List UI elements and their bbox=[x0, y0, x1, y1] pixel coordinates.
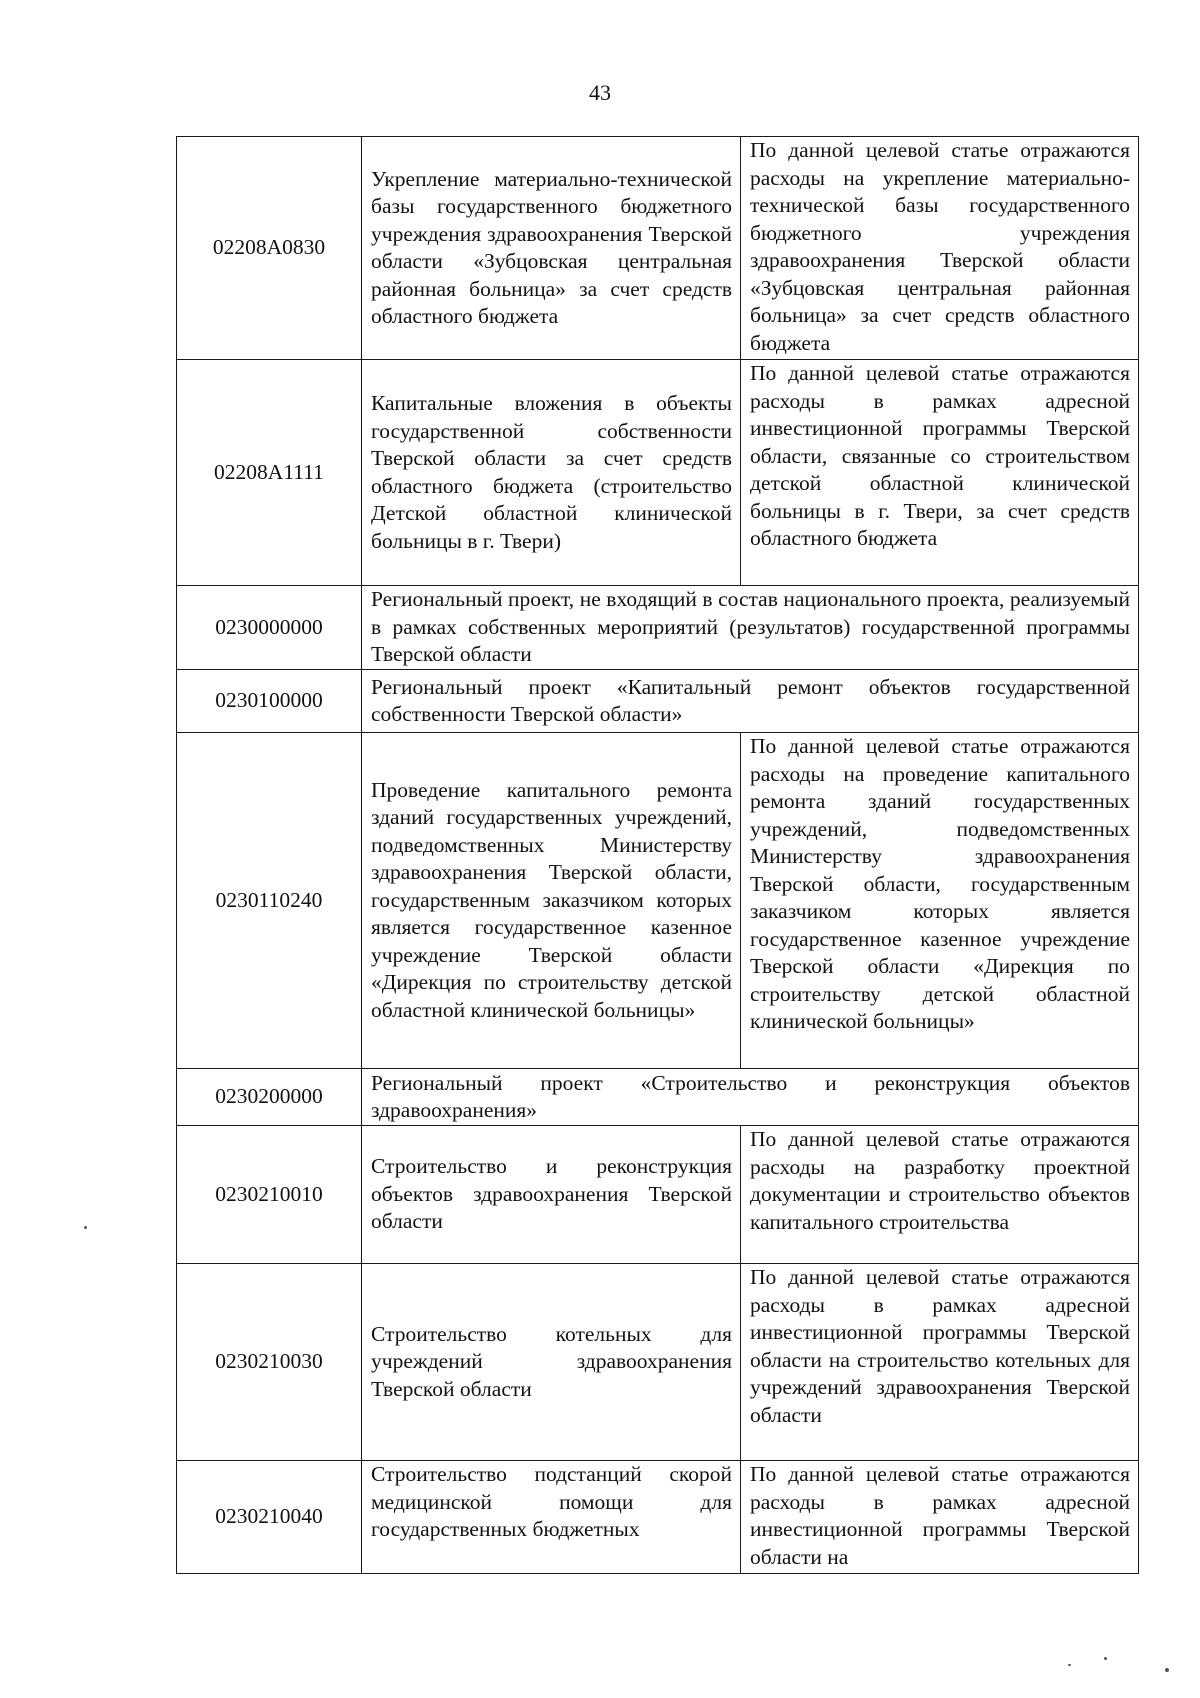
row-name: Строительство котельных для учреждений здравоохранения Тверской области bbox=[362, 1264, 741, 1461]
budget-classification-table bbox=[176, 136, 1139, 1574]
row-code: 0230100000 bbox=[177, 670, 362, 733]
row-description: По данной целевой статье отражаются расходы в рамках адресной инвестиционной программы Тверской области на bbox=[741, 1461, 1139, 1574]
scan-speck bbox=[1068, 1664, 1071, 1666]
row-description: По данной целевой статье отражаются расходы в рамках адресной инвестиционной программы Тверской области, связанные со строительством детской областной клинической больницы в г. Твери, за счет средств областного бюджета bbox=[741, 360, 1139, 586]
row-name: Укрепление материально-технической базы государственного бюджетного учреждения здравоохранения Тверской области «Зубцовская центральная районная больница» за счет средств областного бюджета bbox=[362, 137, 741, 360]
row-code: 02208A0830 bbox=[177, 137, 362, 360]
row-name: Региональный проект, не входящий в состав национального проекта, реализуемый в рамках собственных мероприятий (результатов) государственной программы Тверской области bbox=[362, 586, 1139, 670]
row-description: По данной целевой статье отражаются расходы на разработку проектной документации и строительство объектов капитального строительства bbox=[741, 1126, 1139, 1264]
row-code: 0230200000 bbox=[177, 1069, 362, 1126]
row-name: Строительство подстанций скорой медицинской помощи для государственных бюджетных bbox=[362, 1461, 741, 1574]
page-number: 43 bbox=[589, 80, 611, 105]
row-description: По данной целевой статье отражаются расходы в рамках адресной инвестиционной программы Тверской области на строительство котельных для учреждений здравоохранения Тверской области bbox=[741, 1264, 1139, 1461]
table-row bbox=[177, 1069, 1139, 1126]
row-code: 0230000000 bbox=[177, 586, 362, 670]
row-code: 0230210040 bbox=[177, 1461, 362, 1574]
row-code: 0230110240 bbox=[177, 733, 362, 1069]
table-row bbox=[177, 586, 1139, 670]
scan-speck bbox=[84, 1226, 87, 1229]
table-row bbox=[177, 1264, 1139, 1461]
table-row bbox=[177, 733, 1139, 1069]
table-row bbox=[177, 670, 1139, 733]
scan-speck bbox=[1104, 1657, 1107, 1660]
row-description: По данной целевой статье отражаются расходы на укрепление материально-технической базы государственного бюджетного учреждения здравоохранения Тверской области «Зубцовская центральная районная больница» за счет средств областного бюджета bbox=[741, 137, 1139, 360]
table-row bbox=[177, 1461, 1139, 1574]
scan-speck bbox=[1165, 1668, 1169, 1672]
row-name: Проведение капитального ремонта зданий государственных учреждений, подведомственных Министерству здравоохранения Тверской области, государственным заказчиком которых является государственное казенное учреждение Тверской области «Дирекция по строительству детской областной клинической больницы» bbox=[362, 733, 741, 1069]
row-name: Региональный проект «Строительство и реконструкция объектов здравоохранения» bbox=[362, 1069, 1139, 1126]
row-description: По данной целевой статье отражаются расходы на проведение капитального ремонта зданий государственных учреждений, подведомственных Министерству здравоохранения Тверской области, государственным заказчиком которых является государственное казенное учреждение Тверской области «Дирекция по строительству детской областной клинической больницы» bbox=[741, 733, 1139, 1069]
row-code: 0230210030 bbox=[177, 1264, 362, 1461]
table-row bbox=[177, 137, 1139, 360]
row-name: Региональный проект «Капитальный ремонт объектов государственной собственности Тверской области» bbox=[362, 670, 1139, 733]
table-row bbox=[177, 1126, 1139, 1264]
row-name: Капитальные вложения в объекты государственной собственности Тверской области за счет средств областного бюджета (строительство Детской областной клинической больницы в г. Твери) bbox=[362, 360, 741, 586]
row-code: 0230210010 bbox=[177, 1126, 362, 1264]
row-name: Строительство и реконструкция объектов здравоохранения Тверской области bbox=[362, 1126, 741, 1264]
table-row bbox=[177, 360, 1139, 586]
row-code: 02208A1111 bbox=[177, 360, 362, 586]
